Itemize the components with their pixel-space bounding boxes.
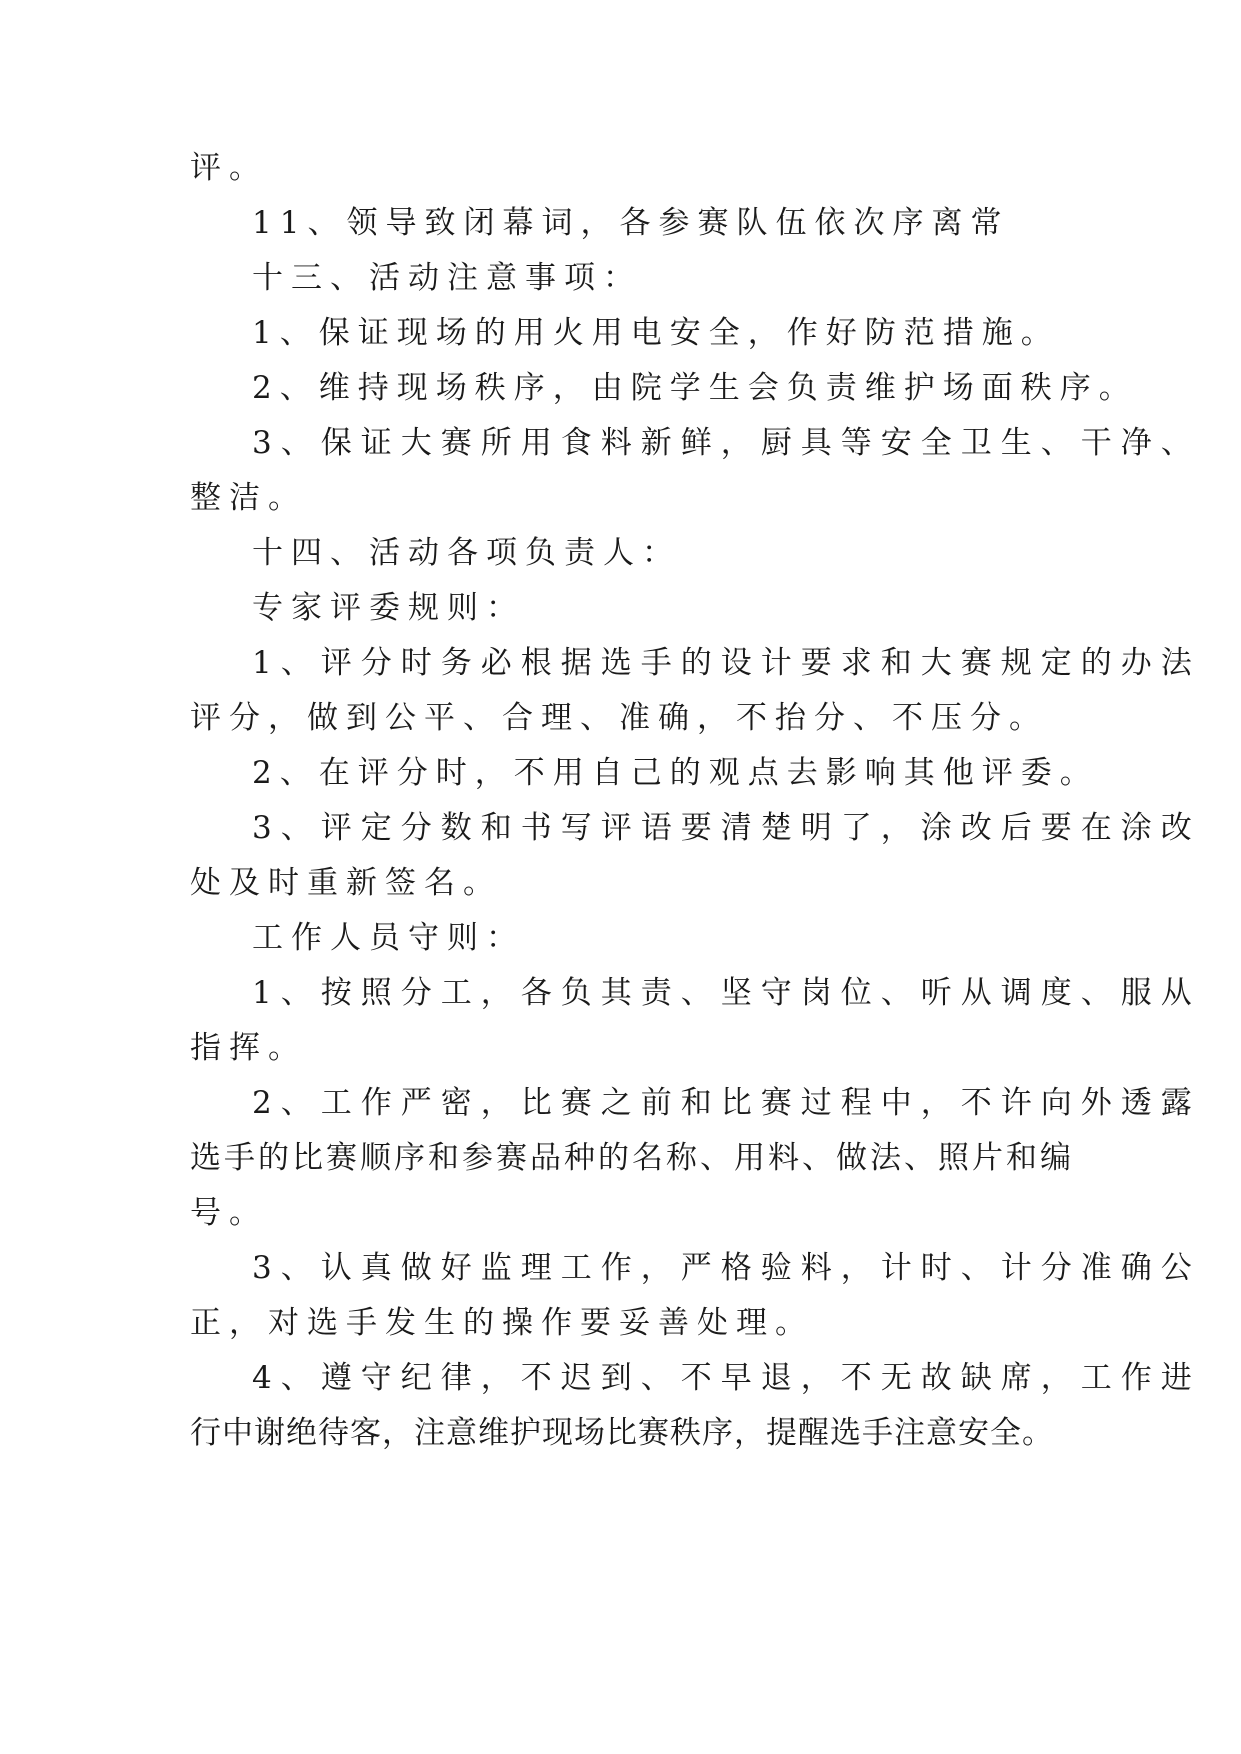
section-heading: 工作人员守则： bbox=[252, 920, 525, 956]
paragraph-line: 2、在评分时，不用自己的观点去影响其他评委。 bbox=[252, 755, 1099, 791]
section-heading: 专家评委规则： bbox=[252, 590, 525, 626]
paragraph-line: 评分，做到公平、合理、准确，不抬分、不压分。 bbox=[190, 700, 1048, 736]
paragraph-line: 2、维持现场秩序，由院学生会负责维护场面秩序。 bbox=[252, 370, 1138, 406]
paragraph-line: 整洁。 bbox=[190, 480, 307, 516]
paragraph-line: 1、按照分工，各负其责、坚守岗位、听从调度、服从 bbox=[252, 975, 1201, 1011]
section-heading: 十三、活动注意事项： bbox=[252, 260, 642, 296]
paragraph-line: 处及时重新签名。 bbox=[190, 865, 502, 901]
paragraph-line: 11、领导致闭幕词，各参赛队伍依次序离常 bbox=[252, 205, 1010, 241]
section-heading: 十四、活动各项负责人： bbox=[252, 535, 681, 571]
paragraph-line: 1、评分时务必根据选手的设计要求和大赛规定的办法 bbox=[252, 645, 1201, 681]
paragraph-line: 1、保证现场的用火用电安全，作好防范措施。 bbox=[252, 315, 1060, 351]
paragraph-line: 评。 bbox=[190, 150, 268, 186]
paragraph-line: 3、评定分数和书写评语要清楚明了，涂改后要在涂改 bbox=[252, 810, 1201, 846]
paragraph-line: 选手的比赛顺序和参赛品种的名称、用料、做法、照片和编 bbox=[190, 1140, 1074, 1176]
paragraph-line: 正，对选手发生的操作要妥善处理。 bbox=[190, 1305, 814, 1341]
paragraph-line: 3、保证大赛所用食料新鲜，厨具等安全卫生、干净、 bbox=[252, 425, 1201, 461]
paragraph-line: 指挥。 bbox=[190, 1030, 307, 1066]
paragraph-line: 2、工作严密，比赛之前和比赛过程中，不许向外透露 bbox=[252, 1085, 1201, 1121]
paragraph-line: 行中谢绝待客，注意维护现场比赛秩序，提醒选手注意安全。 bbox=[190, 1415, 1054, 1451]
paragraph-line: 3、认真做好监理工作，严格验料，计时、计分准确公 bbox=[252, 1250, 1201, 1286]
paragraph-line: 号。 bbox=[190, 1195, 268, 1231]
paragraph-line: 4、遵守纪律，不迟到、不早退，不无故缺席，工作进 bbox=[252, 1360, 1201, 1396]
